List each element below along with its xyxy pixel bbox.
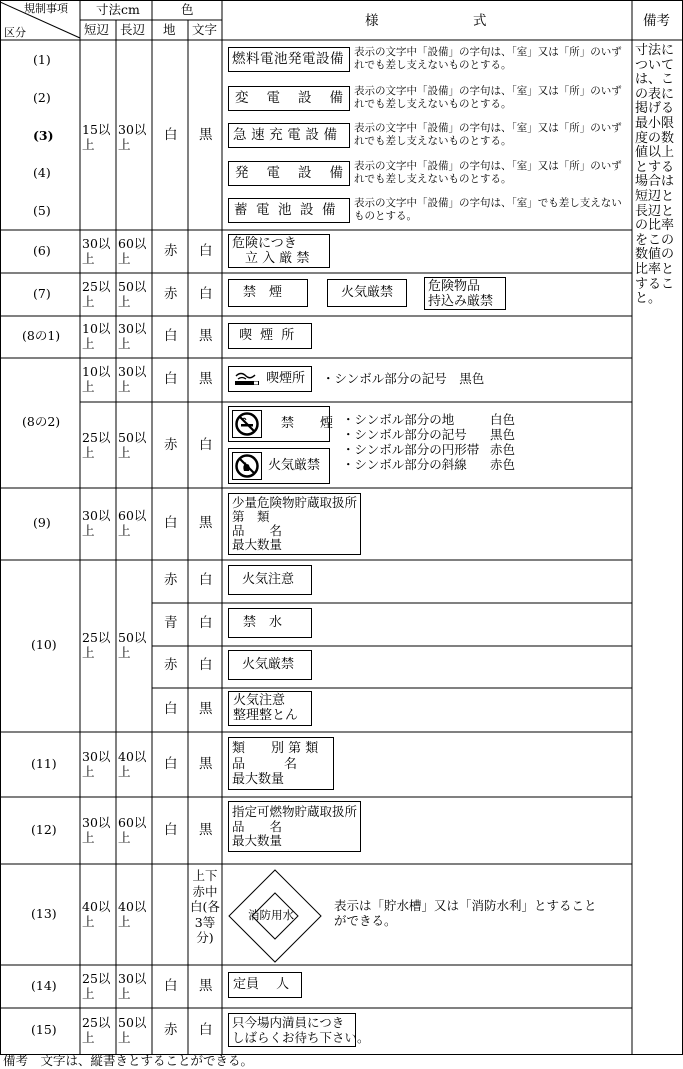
long-side-value: 30以上 — [118, 122, 147, 152]
sign-note: 表示の文字中「設備」の字句は、「室」でも差し支えないものとする。 — [354, 197, 622, 222]
long-side-value: 30以上 — [118, 364, 147, 394]
sign-box — [228, 565, 312, 595]
long-side-value: 50以上 — [118, 630, 147, 660]
cigarette-icon — [232, 370, 262, 388]
letter-color: 白 — [199, 286, 213, 302]
row-label: (3) — [33, 128, 54, 143]
sign-box — [228, 1013, 370, 1047]
long-side-value: 50以上 — [118, 279, 147, 309]
legend-label: ・シンボル部分の記号 — [342, 427, 467, 442]
row-label: (14) — [31, 978, 57, 993]
ground-color: 白 — [164, 978, 178, 994]
letter-color: 白 — [199, 572, 213, 588]
letter-color: 白 — [199, 243, 213, 259]
sign-note: 表示は「貯水槽」又は「消防水利」とすることができる。 — [334, 898, 597, 928]
row-label: (11) — [31, 756, 57, 771]
row-label: (9) — [33, 515, 51, 530]
row-label: (15) — [31, 1022, 57, 1037]
sign-note: 表示の文字中「設備」の字句は、「室」又は「所」のいずれでも差し支えないものとする。 — [354, 160, 622, 185]
long-side-value: 40以上 — [118, 749, 147, 779]
letter-color: 上下赤中白(各3等分) — [190, 868, 220, 945]
short-side-value: 30以上 — [82, 236, 111, 266]
legend-color: 白色 — [490, 412, 516, 427]
letters-header: 文字 — [192, 22, 218, 37]
sign-text: 火気厳禁 — [341, 285, 394, 300]
sign-box — [228, 737, 334, 790]
sign-text: 禁 水 — [243, 615, 283, 630]
diamond-sign-text: 消防用水 — [248, 908, 294, 922]
ground-color: 赤 — [164, 437, 178, 453]
ground-color: 白 — [164, 515, 178, 531]
sign-text: 発電設備 — [235, 165, 361, 181]
sign-text: 禁 煙 — [281, 416, 334, 431]
letter-color: 白 — [199, 1022, 213, 1038]
ground-color: 赤 — [164, 572, 178, 588]
sign-box — [228, 493, 361, 555]
ground-header: 地 — [163, 22, 176, 37]
row-label: (13) — [31, 906, 57, 921]
ground-color: 白 — [164, 127, 178, 143]
letter-color: 白 — [199, 615, 213, 631]
no-smoking-icon — [232, 410, 262, 438]
letter-color: 黒 — [199, 701, 213, 717]
letter-color: 黒 — [199, 822, 213, 838]
short-side-value: 10以上 — [82, 321, 111, 351]
short-side-value: 25以上 — [82, 971, 111, 1001]
sign-box — [424, 277, 506, 310]
ground-color: 赤 — [164, 243, 178, 259]
long-side-value: 50以上 — [118, 1015, 147, 1045]
sign-text: 蓄電池設備 — [234, 202, 344, 218]
sign-note: 表示の文字中「設備」の字句は、「室」又は「所」のいずれでも差し支えないものとする。 — [354, 85, 622, 110]
sign-text: 燃料電池発電設備 — [232, 51, 344, 67]
ground-color: 白 — [164, 701, 178, 717]
row-label: (6) — [33, 243, 51, 258]
long-side-value: 60以上 — [118, 815, 147, 845]
sign-box — [228, 323, 312, 349]
row-label: (8の2) — [22, 414, 61, 429]
sign-box — [228, 650, 312, 680]
letter-color: 黒 — [199, 756, 213, 772]
short-side-value: 25以上 — [82, 430, 111, 460]
ground-color: 赤 — [164, 286, 178, 302]
sign-box — [228, 366, 312, 392]
long-side-header: 長辺 — [120, 22, 146, 37]
corner-bottom-label: 区分 — [4, 26, 26, 39]
ground-color: 赤 — [164, 1022, 178, 1038]
short-side-header: 短辺 — [84, 22, 110, 37]
row-label: (2) — [33, 90, 51, 105]
row-label: (4) — [33, 165, 51, 180]
sign-box — [228, 406, 334, 442]
ground-color: 白 — [164, 328, 178, 344]
sign-box — [228, 234, 330, 268]
long-side-value: 60以上 — [118, 236, 147, 266]
short-side-value: 30以上 — [82, 749, 111, 779]
legend-label: ・シンボル部分の地 — [342, 412, 455, 427]
letter-color: 黒 — [199, 515, 213, 531]
sign-text: 変電設備 — [235, 90, 361, 106]
sign-text: 指定可燃物貯蔵取扱所 品 名 最大数量 — [232, 804, 358, 848]
sign-box — [228, 608, 312, 638]
letter-color: 黒 — [199, 328, 213, 344]
letter-color: 黒 — [199, 371, 213, 387]
ground-color: 青 — [164, 615, 178, 631]
size-group-header: 寸法cm — [96, 2, 140, 17]
sign-box — [228, 448, 330, 484]
short-side-value: 25以上 — [82, 279, 111, 309]
legend-color: 赤色 — [490, 457, 516, 472]
sign-box — [228, 972, 302, 998]
sign-text: 少量危険物貯蔵取扱所 第 類 品 名 最大数量 — [232, 495, 358, 552]
legend-color: 赤色 — [490, 442, 516, 457]
row-label: (12) — [31, 822, 57, 837]
sign-text: 火気厳禁 — [242, 657, 295, 672]
sign-text: 禁 煙 — [243, 285, 283, 300]
sign-text: 危険につき 立 入 厳 禁 — [232, 236, 310, 266]
long-side-value: 30以上 — [118, 971, 147, 1001]
short-side-value: 30以上 — [82, 815, 111, 845]
sign-box — [228, 47, 350, 72]
sign-text: 只今場内満員につき しばらくお待ち下さい。 — [232, 1015, 370, 1045]
long-side-value: 60以上 — [118, 508, 147, 538]
letter-color: 白 — [199, 657, 213, 673]
short-side-value: 10以上 — [82, 364, 111, 394]
row-label: (1) — [33, 52, 51, 67]
sign-text: 類 別 第 類 品 名 最大数量 — [232, 741, 319, 787]
ground-color: 赤 — [164, 657, 178, 673]
short-side-value: 25以上 — [82, 630, 111, 660]
long-side-value: 30以上 — [118, 321, 147, 351]
sign-text: 急速充電設備 — [233, 127, 342, 143]
sign-text: 火気厳禁 — [268, 458, 321, 473]
letter-color: 黒 — [199, 978, 213, 994]
short-side-value: 40以上 — [82, 899, 111, 929]
sign-box — [228, 123, 350, 148]
sign-box — [228, 801, 361, 852]
sign-text: 喫 煙 所 — [239, 328, 297, 343]
short-side-value: 25以上 — [82, 1015, 111, 1045]
short-side-value: 30以上 — [82, 508, 111, 538]
sign-note: 表示の文字中「設備」の字句は、「室」又は「所」のいずれでも差し支えないものとする。 — [354, 46, 622, 71]
long-side-value: 40以上 — [118, 899, 147, 929]
sign-text: 火気注意 整理整とん — [233, 693, 299, 723]
legend-color: 黒色 — [490, 427, 516, 442]
legend-label: ・シンボル部分の斜線 — [342, 457, 467, 472]
sign-note: 表示の文字中「設備」の字句は、「室」又は「所」のいずれでも差し支えないものとする。 — [354, 122, 622, 147]
sign-box — [228, 161, 361, 186]
short-side-value: 15以上 — [82, 122, 111, 152]
sign-box — [228, 279, 308, 307]
remarks-header: 備考 — [643, 13, 670, 29]
long-side-value: 50以上 — [118, 430, 147, 460]
sign-box — [327, 279, 407, 307]
row-label: (10) — [31, 637, 57, 652]
footnote: 備考 文字は、縦書きとすることができる。 — [3, 1053, 254, 1068]
sign-text: 危険物品 持込み厳禁 — [428, 279, 494, 309]
style-header: 様 式 — [365, 13, 487, 29]
letter-color: 白 — [199, 437, 213, 453]
ground-color: 白 — [164, 822, 178, 838]
sign-box — [228, 691, 312, 726]
symbol-caption: ・シンボル部分の記号 黒色 — [322, 371, 485, 386]
sign-text: 喫煙所 — [266, 371, 306, 386]
sign-box — [228, 86, 361, 111]
ground-color: 白 — [164, 371, 178, 387]
row-label: (8の1) — [22, 328, 61, 343]
legend-label: ・シンボル部分の円形帯 — [342, 442, 480, 457]
row-label: (7) — [33, 286, 51, 301]
sign-text: 火気注意 — [242, 572, 295, 587]
letter-color: 黒 — [199, 127, 213, 143]
no-fire-icon — [232, 452, 262, 480]
sign-box — [228, 198, 350, 223]
sign-text: 定員 人 — [233, 977, 290, 992]
corner-top-label: 規制事項 — [24, 2, 68, 15]
row-label: (5) — [33, 203, 51, 218]
remarks-text: 寸法については、この表に掲げる最小限度の数値以上とする場合は短辺と長辺との比率をこの数値の比率とすること。 — [635, 43, 675, 307]
color-group-header: 色 — [181, 2, 194, 17]
ground-color: 白 — [164, 756, 178, 772]
